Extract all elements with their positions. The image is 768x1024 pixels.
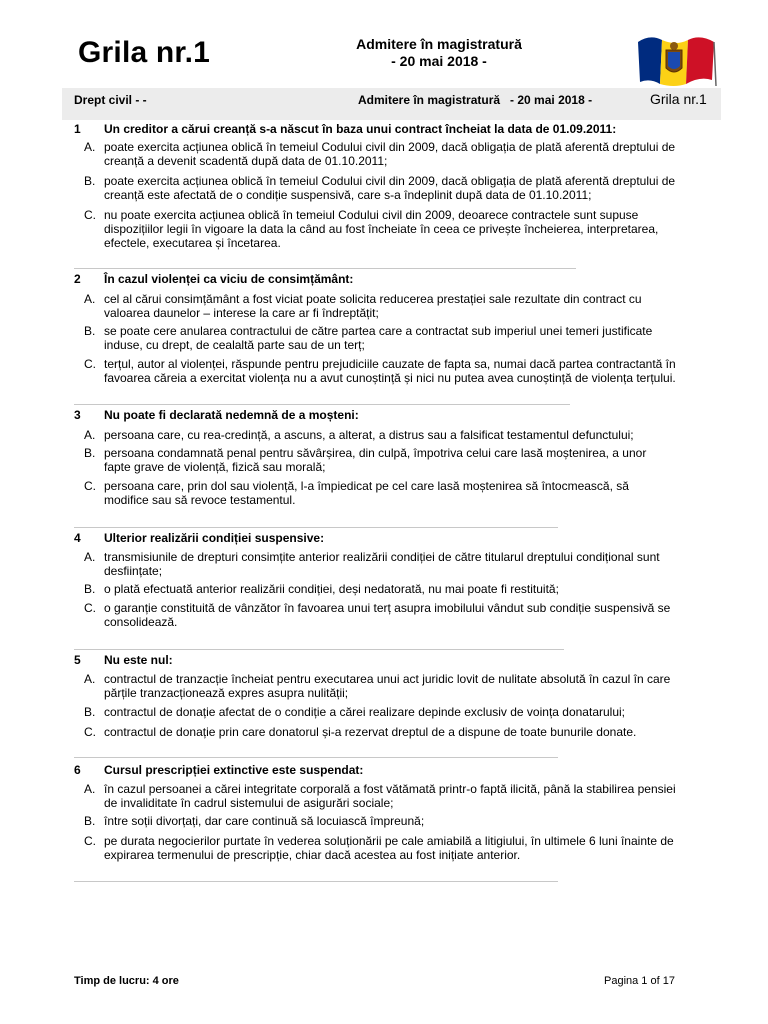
option-letter: B.: [84, 174, 96, 188]
option-line: consolidează.: [104, 615, 178, 629]
question-text: Nu poate fi declarată nedemnă de a moșteni:: [104, 408, 359, 422]
exam-header: [330, 36, 548, 70]
page-title: Grila nr.1: [78, 36, 211, 69]
option-line: pe durata negocierilor purtate în vederea soluționării pe cale amiabilă a litigiului, în ultimele 6 luni înainte de: [104, 834, 674, 848]
option-letter: C.: [84, 208, 96, 222]
option-letter: A.: [84, 782, 96, 796]
option-line: poate exercita acțiunea oblică în temeiul Codului civil din 2009, dacă obligația de plată aferentă dreptului de: [104, 140, 676, 154]
divider: [74, 649, 564, 650]
option-line: contractul de donație prin care donatorul și-a rezervat dreptul de a dispune de toate bunurile donate.: [104, 725, 637, 739]
option-line: modifice sau să revoce testamentul.: [104, 493, 296, 507]
option-line: în cazul persoanei a cărei integritate corporală a fost vătămată printr-o faptă ilicită, până la stabilirea pensiei: [104, 782, 676, 796]
subject-label: Drept civil - -: [74, 93, 147, 107]
divider: [74, 881, 558, 882]
option-line: creanță este afectată de o condiție suspensivă, care s-a îndeplinit după data de 01.10.2011;: [104, 188, 592, 202]
romanian-flag-with-coat-of-arms-icon: [630, 28, 720, 90]
option-line: poate exercita acțiunea oblică în temeiul Codului civil din 2009, dacă obligația de plată aferentă dreptului de: [104, 174, 676, 188]
divider: [74, 527, 558, 528]
option-line: transmisiunile de drepturi consimțite anterior realizării condiției de către titularul dreptului condițional sunt: [104, 550, 660, 564]
work-time: Timp de lucru: 4 ore: [74, 975, 179, 987]
option-line: o garanție constituită de vânzător în favoarea unui terț asupra imobilului vândut sub condiție suspensivă se: [104, 601, 671, 615]
option-letter: B.: [84, 705, 96, 719]
option-line: induse, cu drept, de cealaltă parte sau de un terț;: [104, 338, 365, 352]
option-letter: A.: [84, 292, 96, 306]
question-text: În cazul violenței ca viciu de consimțământ:: [104, 272, 354, 286]
option-letter: C.: [84, 479, 96, 493]
option-line: favoarea căreia a exercitat violența nu a avut cunoștință și nici nu putea avea cunoștință de violența terțului.: [104, 371, 676, 385]
option-letter: A.: [84, 428, 96, 442]
option-line: o plată efectuată anterior realizării condiției, deși nedatorată, nu mai poate fi restituită;: [104, 582, 559, 596]
question-text: Cursul prescripției extinctive este suspendat:: [104, 763, 364, 777]
question-text: Nu este nul:: [104, 653, 173, 667]
exam-label: Admitere în magistratură - 20 mai 2018 -: [358, 93, 593, 107]
option-line: se poate cere anularea contractului de către partea care a contractat sub imperiul unei temeri justificate: [104, 324, 653, 338]
divider: [74, 404, 570, 405]
question-number: 3: [74, 408, 81, 422]
option-line: terțul, autor al violenței, răspunde pentru prejudiciile cauzate de fapta sa, numai dacă partea contractantă în: [104, 357, 676, 371]
question-number: 1: [74, 122, 81, 136]
option-letter: A.: [84, 672, 96, 686]
option-line: nu poate exercita acțiunea oblică în temeiul Codului civil din 2009, deoarece contractele sunt supuse: [104, 208, 639, 222]
question-number: 2: [74, 272, 81, 286]
divider: [74, 757, 558, 758]
option-line: expirarea termenului de prescripție, chiar dacă acestea au fost inițiate anterior.: [104, 848, 521, 862]
option-line: cel al cărui consimțământ a fost viciat poate solicita reducerea prestației sale rezultate din contract cu: [104, 292, 642, 306]
option-line: persoana care, prin dol sau violență, l-a împiedicat pe cel care lasă moștenirea să întocmească, să: [104, 479, 629, 493]
grila-label: Grila nr.1: [650, 91, 707, 107]
question-number: 6: [74, 763, 81, 777]
option-line: de invaliditate în cadrul sistemului de asigurări sociale;: [104, 796, 394, 810]
option-letter: C.: [84, 357, 96, 371]
question-number: 4: [74, 531, 81, 545]
question-text: Un creditor a cărui creanță s-a născut în baza unui contract încheiat la data de 01.09.2011:: [104, 122, 617, 136]
option-line: dispozițiilor legii în vigoare la data la când au fost încheiate în ceea ce privește încheierea, interpretarea,: [104, 222, 659, 236]
option-letter: B.: [84, 582, 96, 596]
option-line: creanță a devenit scadentă după data de 01.10.2011;: [104, 154, 388, 168]
option-line: persoana care, cu rea-credință, a ascuns, a alterat, a distrus sau a falsificat testamentul defunctului;: [104, 428, 634, 442]
option-letter: C.: [84, 834, 96, 848]
document-subheader: [62, 88, 721, 120]
option-letter: C.: [84, 601, 96, 615]
option-line: persoana condamnată penal pentru săvârșirea, din culpă, împotriva celui care lasă moștenirea, a unor: [104, 446, 647, 460]
question-text: Ulterior realizării condiției suspensive:: [104, 531, 325, 545]
option-letter: B.: [84, 324, 96, 338]
option-letter: A.: [84, 140, 96, 154]
option-line: efectele, executarea și încetarea.: [104, 236, 281, 250]
option-line: contractul de tranzacție încheiat pentru executarea unui act juridic lovit de nulitate absolută în cazul în care: [104, 672, 671, 686]
exam-date: - 20 mai 2018 -: [391, 53, 487, 69]
option-letter: B.: [84, 814, 96, 828]
option-line: între soții divorțați, dar care continuă să locuiască împreună;: [104, 814, 425, 828]
page-indicator: Pagina 1 of 17: [604, 975, 675, 987]
option-line: contractul de donație afectat de o condiție a cărei realizare depinde exclusiv de voința donatarului;: [104, 705, 625, 719]
question-number: 5: [74, 653, 81, 667]
option-letter: C.: [84, 725, 96, 739]
option-line: valoarea daunelor – interese la care ar fi îndreptățit;: [104, 306, 379, 320]
option-line: desființate;: [104, 564, 163, 578]
option-line: fapte grave de violență, fizică sau morală;: [104, 460, 326, 474]
option-line: părțile tranzacționează expres asupra nulității;: [104, 686, 349, 700]
divider: [74, 268, 576, 269]
option-letter: B.: [84, 446, 96, 460]
exam-title: Admitere în magistratură: [356, 36, 522, 52]
option-letter: A.: [84, 550, 96, 564]
